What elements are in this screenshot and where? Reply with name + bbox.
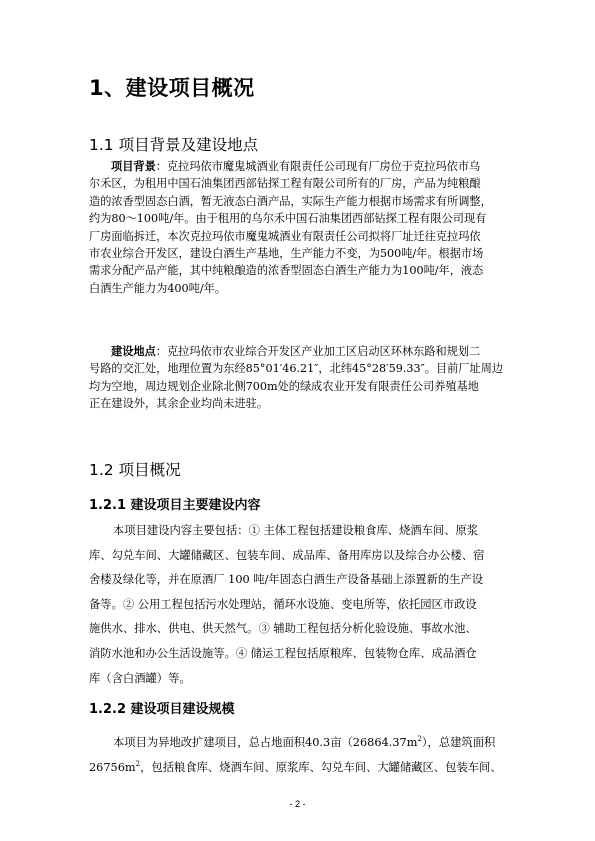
background-line: 市农业综合开发区，建设白酒生产基地，生产能力不变，为500吨/年。根据市场 (89, 246, 484, 260)
location-line: 正在建设外，其余企业均尚未进驻。 (89, 397, 269, 411)
scale-line: 本项目为异地改扩建项目，总占地面积40.3亩$(26864.37m^2)$，总建筑面积 (113, 735, 496, 749)
content-line: 本项目建设内容主要包括：① 主体工程包括建设粮食库、烧酒车间、原浆 (113, 524, 479, 537)
background-label: 项目背景 (111, 159, 156, 173)
background-line: 造的浓香型固态白酒，暂无液态白酒产品，实际生产能力根据市场需求有所调整， (89, 194, 492, 208)
location-line: 均为空地，周边规划企业除北侧700m处的绿成农业开发有限责任公司养殖基地 (89, 379, 479, 393)
chapter-title: 1、建设项目概况 (89, 76, 255, 100)
content-line: 库、勾兑车间、大罐储藏区、包装车间、成品库、备用库房以及综合办公楼、宿 (89, 548, 485, 562)
location-label: 建设地点 (111, 344, 156, 358)
content-line: 库（含白酒罐）等。 (89, 671, 191, 685)
background-line: 白酒生产能力为400吨/年。 (89, 281, 226, 295)
section-heading-1-2-2: 1.2.2 建设项目建设规模 (89, 702, 235, 717)
location-line: 建设地点：克拉玛依市农业综合开发区产业加工区启动区环林东路和规划二 (111, 344, 481, 358)
content-line: 备等。② 公用工程包括污水处理站，循环水设施、变电所等，依托园区市政设 (89, 597, 477, 611)
location-line: 号路的交汇处，地理位置为东经85°01′46.21″，北纬45°28′59.33″。目前厂址周边 (89, 362, 504, 376)
background-line: 尔禾区，为租用中国石油集团西部钻探工程有限公司所有的厂房，产品为纯粮酿 (89, 177, 481, 191)
content-line: 消防水池和办公生活设施等。④ 储运工程包括原粮库、包装物仓库、成品酒仓 (89, 646, 477, 660)
page-number: - 2 - (289, 799, 306, 809)
scale-line: $26756m^2$，包括粮食库、烧酒车间、原浆库、勾兑车间、大罐储藏区、包装车间、 (89, 759, 502, 774)
background-line: 约为80～100吨/年。由于租用的乌尔禾中国石油集团西部钻探工程有限公司现有 (89, 212, 487, 226)
section-heading-1-2-1: 1.2.1 建设项目主要建设内容 (89, 498, 261, 513)
content-line: 舍楼及绿化等，并在原酒厂 100 吨/年固态白酒生产设备基础上添置新的生产设 (89, 573, 484, 587)
background-line: 项目背景：克拉玛依市魔鬼城酒业有限责任公司现有厂房位于克拉玛依市乌 (111, 159, 481, 173)
scale-paragraph (89, 727, 503, 776)
background-line: 厂房面临拆迁，本次克拉玛依市魔鬼城酒业有限责任公司拟将厂址迁往克拉玛依 (89, 229, 481, 243)
content-line: 施供水、排水、供电、供天然气。③ 辅助工程包括分析化验设施、事故水池、 (89, 622, 477, 636)
background-line: 需求分配产品产能，其中纯粮酿造的浓香型固态白酒生产能力为100吨/年，液态 (89, 264, 484, 278)
section-heading-1-2: 1.2 项目概况 (89, 461, 181, 479)
content-paragraph (89, 519, 503, 691)
section-heading-1-1: 1.1 项目背景及建设地点 (89, 136, 259, 154)
background-paragraph (89, 158, 503, 297)
location-paragraph (89, 343, 503, 413)
